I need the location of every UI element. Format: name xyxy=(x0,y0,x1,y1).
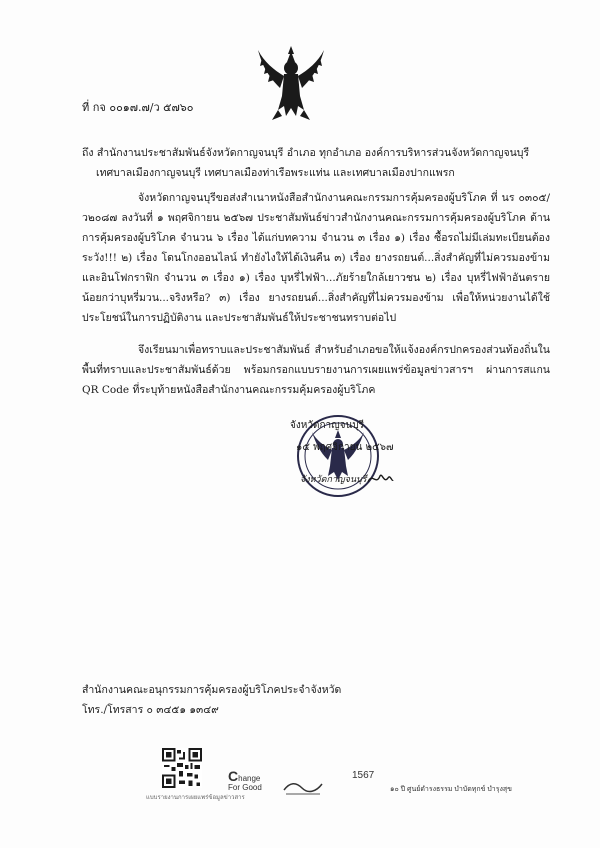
reference-number: ที่ กจ ๐๐๑๗.๗/ว ๕๗๖๐ xyxy=(82,101,194,114)
footer-logos xyxy=(100,748,550,808)
handwritten-signature-icon xyxy=(366,470,394,488)
sender-office-block xyxy=(82,680,502,720)
sender-office: สำนักงานคณะอนุกรรมการคุ้มครองผู้บริโภคประจำจังหวัด xyxy=(82,684,342,696)
signature-date: ๑๕ พฤศจิกายน ๒๕๖๗ xyxy=(296,442,394,453)
change-for-good-logo xyxy=(228,768,262,792)
cfg-line-1: hange xyxy=(238,774,261,783)
qr-caption: แบบรายงานการเผยแพร่ข้อมูลข่าวสาร xyxy=(146,794,245,801)
garuda-emblem-icon xyxy=(256,44,326,124)
contact-phone: โทร./โทรสาร ๐ ๓๔๕๑ ๑๓๔๙ xyxy=(82,704,219,716)
qr-code-icon[interactable] xyxy=(162,748,202,788)
signature-province: จังหวัดกาญจนบุรี xyxy=(290,420,365,431)
ministry-logo-icon xyxy=(282,778,324,798)
body-paragraph-1: จังหวัดกาญจนบุรีขอส่งสำเนาหนังสือสำนักงานคณะกรรมการคุ้มครองผู้บริโภค ที่ นร ๐๓๐๕/ว๒๐๘๗ ลงวันที่ ๑ พฤศจิกายน ๒๕๖๗ ประชาสัมพันธ์ข่าวสำนักงานคณะกรรมการคุ้มครองผู้บริโภค ด้านการคุ้มครองผู้บริโภค จำนวน ๖ เรื่อง ได้แก่บทความ จำนวน ๓ เรื่อง ๑) เรื่อง ซื้อรถไม่มีเล่มทะเบียนต้องระวัง!!! ๒) เรื่อง โดนโกงออนไลน์ ทำยังไงให้ได้เงินคืน ๓) เรื่อง ยางรถยนต์...สิ่งสำคัญที่ไม่ควรมองข้าม และอินโฟกราฟิก จำนวน ๓ เรื่อง ๑) เรื่อง บุหรี่ไฟฟ้า...ภัยร้ายใกล้เยาวชน ๒) เรื่อง บุหรี่ไฟฟ้าอันตรายน้อยกว่าบุหรี่มวน...จริงหรือ? ๓) เรื่อง ยางรถยนต์...สิ่งสำคัญที่ไม่ควรมองข้าม เพื่อให้หน่วยงานได้ใช้ประโยชน์ในการปฏิบัติงาน และประชาสัมพันธ์ให้ประชาชนทราบต่อไป xyxy=(82,192,550,324)
body-paragraph-2: จึงเรียนมาเพื่อทราบและประชาสัมพันธ์ สำหรับอำเภอขอให้แจ้งองค์กรปกครองส่วนท้องถิ่นในพื้นที่ทราบและประชาสัมพันธ์ด้วย พร้อมกรอกแบบรายงานการเผยแพร่ข้อมูลข่าวสารฯ ผ่านการสแกน QR Code ที่ระบุท้ายหนังสือสำนักงานคณะกรรมคุ้มครองผู้บริโภค xyxy=(82,344,550,396)
signature-block xyxy=(286,412,426,492)
cfg-c-glyph: C xyxy=(228,768,239,784)
seal-label: จังหวัดกาญจนบุรี xyxy=(300,475,367,485)
anniversary-banner: ๑๐ ปี ศูนย์ดำรงธรรม บำบัดทุกข์ บำรุงสุข xyxy=(390,786,512,793)
logo-1567 xyxy=(352,770,374,781)
recipient-block xyxy=(82,143,542,183)
recipient-line-2: เทศบาลเมืองกาญจนบุรี เทศบาลเมืองท่าเรือพระแท่น และเทศบาลเมืองปากแพรก xyxy=(96,167,455,179)
recipient-line-1: ถึง สำนักงานประชาสัมพันธ์จังหวัดกาญจนบุรี อำเภอ ทุกอำเภอ องค์การบริหารส่วนจังหวัดกาญจนบุรี xyxy=(82,147,530,159)
logo-1567-text: 1567 xyxy=(352,770,375,781)
cfg-line-2: For Good xyxy=(228,783,262,792)
letter-body xyxy=(82,188,550,412)
